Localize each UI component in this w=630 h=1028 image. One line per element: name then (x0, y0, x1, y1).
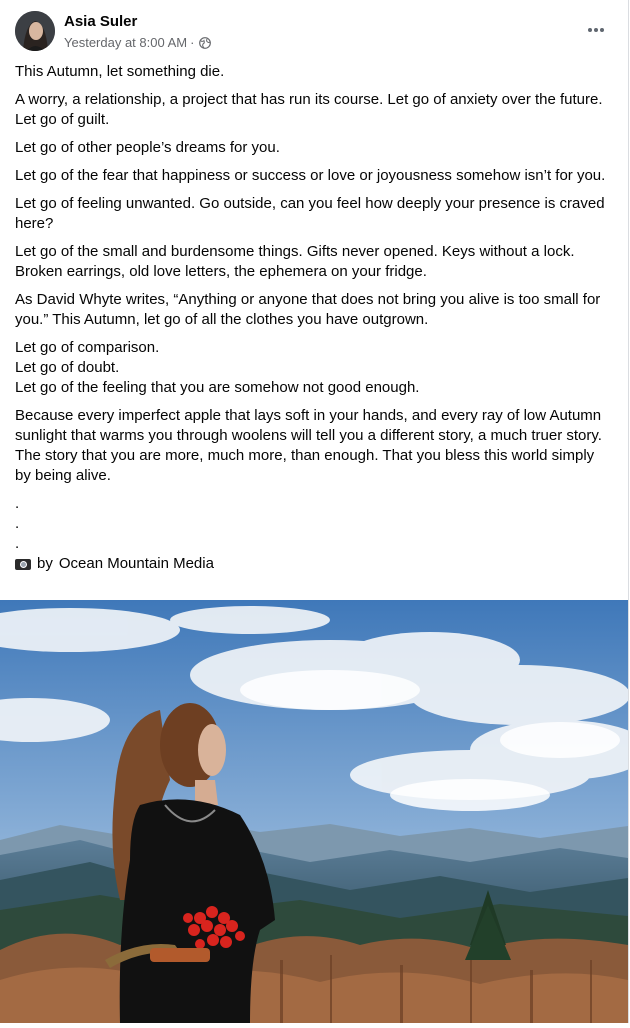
more-horizontal-icon (588, 28, 592, 32)
more-dot (600, 28, 604, 32)
photo-credit (15, 554, 612, 574)
post-text (0, 62, 628, 574)
paragraph: Let go of doubt. (15, 359, 120, 376)
post-timestamp[interactable]: Yesterday at 8:00 AM (64, 35, 188, 50)
paragraph: Let go of the small and burdensome things. Gifts never opened. Keys without a lock. Broken earrings, old love letters, the ephemera on your fridge. (15, 243, 575, 280)
dot: . (15, 495, 20, 512)
paragraph: A worry, a relationship, a project that has run its course. Let go of anxiety over the future. Let go of guilt. (15, 91, 603, 128)
paragraph: This Autumn, let something die. (15, 63, 225, 80)
paragraph: Let go of the feeling that you are somehow not good enough. (15, 379, 420, 396)
credit-prefix: by (37, 555, 53, 572)
more-dot (594, 28, 598, 32)
paragraph: Let go of the fear that happiness or success or love or joyousness somehow isn’t for you. (15, 167, 606, 184)
meta-separator: · (190, 35, 195, 50)
paragraph: Let go of comparison. (15, 339, 160, 356)
landscape-photo (0, 600, 628, 1023)
paragraph: Let go of feeling unwanted. Go outside, can you feel how deeply your presence is craved here? (15, 195, 605, 232)
avatar[interactable] (15, 11, 55, 51)
paragraph: Let go of other people’s dreams for you. (15, 139, 280, 156)
paragraph: Because every imperfect apple that lays soft in your hands, and every ray of low Autumn sunlight that warms you through woolens will tell you a different story, a much truer story. The story that you are more, much more, than enough. That you bless this world simply by being alive. (15, 407, 602, 484)
credit-name[interactable]: Ocean Mountain Media (58, 555, 214, 572)
dot: . (15, 515, 20, 532)
globe-icon (199, 37, 211, 49)
let-go-list (15, 338, 612, 398)
author-name[interactable]: Asia Suler (64, 13, 138, 30)
more-options-button[interactable] (584, 18, 608, 42)
post-header (0, 0, 628, 62)
post-meta (64, 35, 211, 50)
dot-separator (15, 494, 612, 554)
dot: . (15, 535, 20, 552)
post-photo[interactable] (0, 600, 628, 1023)
camera-icon (15, 559, 31, 570)
paragraph: As David Whyte writes, “Anything or anyone that does not bring you alive is too small for you.” This Autumn, let go of all the clothes you have outgrown. (15, 291, 601, 328)
